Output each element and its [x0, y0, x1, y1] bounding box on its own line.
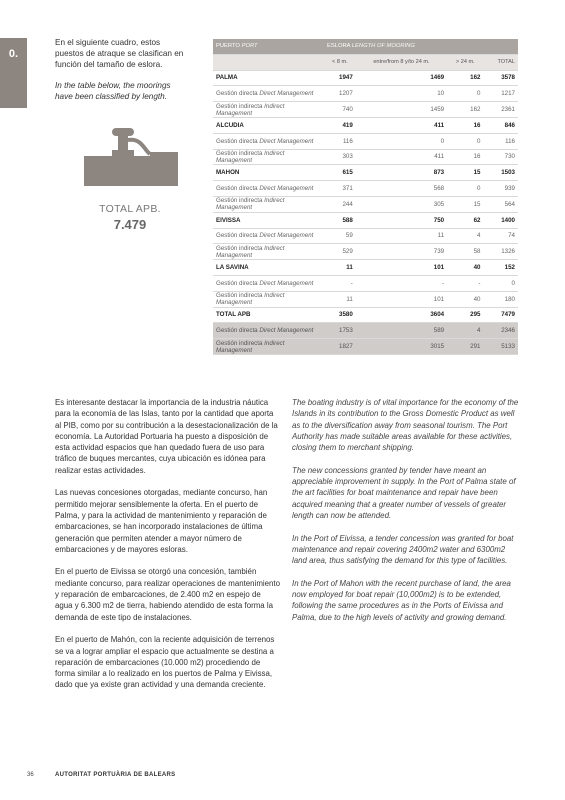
- row-label-es: Gestión indirecta: [216, 149, 263, 157]
- table-cell: 180: [483, 291, 518, 307]
- row-label-es: Gestión directa: [216, 327, 258, 335]
- table-cell: 162: [447, 102, 483, 118]
- table-cell: 74: [483, 228, 518, 244]
- paragraph: The boating industry is of vital importance for the economy of the Islands in its contribution to the Gross Domestic Product as well as to the diversification away from seasonal tourism. The Port Authority has made suitable areas available for these activities, closing them to merchant shipping.: [292, 398, 519, 453]
- table-cell: 750: [356, 212, 447, 228]
- table-cell: 1947: [324, 70, 356, 86]
- table-cell: 101: [356, 291, 447, 307]
- row-label-es: Gestión directa: [216, 90, 258, 98]
- table-cell: 589: [356, 323, 447, 339]
- table-row: [213, 228, 518, 244]
- table-row: [213, 181, 518, 197]
- table-row: [213, 212, 518, 228]
- header-col-total: TOTAL: [483, 54, 518, 70]
- table-cell: 16: [447, 149, 483, 165]
- table-row: [213, 244, 518, 260]
- row-label: [213, 181, 324, 197]
- table-cell: 11: [324, 260, 356, 276]
- row-label-es: Gestión indirecta: [216, 197, 263, 205]
- table-cell: 730: [483, 149, 518, 165]
- table-cell: 1753: [324, 323, 356, 339]
- table-cell: 3578: [483, 70, 518, 86]
- table-row: [213, 307, 518, 323]
- table-cell: 5133: [483, 339, 518, 355]
- table-cell: 873: [356, 165, 447, 181]
- row-label: [213, 339, 324, 355]
- table-cell: 62: [447, 212, 483, 228]
- row-label: [213, 196, 324, 212]
- chapter-number: 0.: [8, 48, 19, 60]
- row-label-en: Indirect Management: [216, 149, 285, 164]
- moorings-table: [213, 39, 518, 355]
- table-cell: 615: [324, 165, 356, 181]
- row-label-en: Direct Management: [259, 90, 314, 98]
- table-row: [213, 117, 518, 133]
- table-cell: 0: [356, 133, 447, 149]
- row-label: [213, 291, 324, 307]
- header-port: PUERTO PORT: [213, 39, 324, 54]
- table-cell: 116: [483, 133, 518, 149]
- table-cell: 7479: [483, 307, 518, 323]
- table-row: [213, 260, 518, 276]
- row-label: TOTAL APB: [213, 307, 324, 323]
- paragraph: En el puerto de Eivissa se otorgó una concesión, también mediante concurso, para realizar operaciones de mantenimiento y reparación de embarcaciones, de 2.400 m2 en espejo de agua y 6.300 m2 de tierra, habiendo atendido de esta forma la demanda de este tipo de instalaciones.: [55, 567, 281, 622]
- table-cell: 411: [356, 149, 447, 165]
- header-col-lt8: < 8 m.: [324, 54, 356, 70]
- table-cell: 0: [483, 275, 518, 291]
- total-apb-value: 7.479: [113, 217, 147, 232]
- row-label-es: Gestión indirecta: [216, 339, 263, 347]
- table-cell: 846: [483, 117, 518, 133]
- table-cell: 162: [447, 70, 483, 86]
- table-cell: 15: [447, 165, 483, 181]
- intro-en: In the table below, the moorings have been classified by length.: [55, 81, 171, 101]
- paragraph: In the Port of Eivissa, a tender concession was granted for boat maintenance and repair covering 2400m2 water and 6300m2 land area, thus satisfying the demand for this type of facilities.: [292, 533, 514, 566]
- table-cell: 295: [447, 307, 483, 323]
- table-cell: 740: [324, 102, 356, 118]
- table-row: [213, 275, 518, 291]
- intro-text: [55, 37, 190, 112]
- body-text-spanish: [55, 397, 280, 702]
- header-col-gt24: > 24 m.: [447, 54, 483, 70]
- row-label: ALCUDIA: [213, 117, 324, 133]
- row-label: [213, 228, 324, 244]
- table-cell: 4: [447, 323, 483, 339]
- table-cell: 11: [324, 291, 356, 307]
- table-row: [213, 133, 518, 149]
- table-cell: 0: [447, 133, 483, 149]
- paragraph: The new concessions granted by tender have meant an appreciable improvement in supply. In the Port of Palma state of the art facilities for boat maintenance and repair have been acquired meaning that a greater number of vessels of greater length can now be attended.: [292, 465, 516, 520]
- table-cell: 244: [324, 196, 356, 212]
- table-cell: 568: [356, 181, 447, 197]
- row-label-en: Indirect Management: [216, 197, 285, 212]
- table-cell: 1827: [324, 339, 356, 355]
- table-cell: 40: [447, 260, 483, 276]
- table-cell: 16: [447, 117, 483, 133]
- table-row: [213, 291, 518, 307]
- table-row: [213, 196, 518, 212]
- table-cell: 1503: [483, 165, 518, 181]
- row-label: [213, 102, 324, 118]
- table-row: [213, 102, 518, 118]
- table-cell: 59: [324, 228, 356, 244]
- mooring-bollard-icon: [84, 128, 180, 188]
- table-cell: 411: [356, 117, 447, 133]
- row-label: PALMA: [213, 70, 324, 86]
- row-label-es: Gestión directa: [216, 185, 258, 193]
- paragraph: In the Port of Mahon with the recent purchase of land, the area now employed for boat repair (10,000m2) is to be extended, following the same procedures as in the Ports of Eivissa and Palma, due to the high levels of activity and growing demand.: [292, 578, 511, 622]
- row-label: LA SAVINA: [213, 260, 324, 276]
- table-cell: 739: [356, 244, 447, 260]
- table-body: [213, 70, 518, 354]
- table-cell: 3580: [324, 307, 356, 323]
- table-cell: 1207: [324, 86, 356, 102]
- table-cell: 101: [356, 260, 447, 276]
- header-empty: [213, 54, 324, 70]
- row-label: [213, 149, 324, 165]
- body-text-english: [292, 397, 519, 634]
- table-cell: 1326: [483, 244, 518, 260]
- footer-organization: AUTORITAT PORTUÀRIA DE BALEARS: [55, 772, 176, 778]
- table-cell: 419: [324, 117, 356, 133]
- table-cell: 0: [447, 181, 483, 197]
- table-cell: 11: [356, 228, 447, 244]
- header-eslora: ESLORA LENGTH OF MOORING: [324, 39, 518, 54]
- row-label-en: Direct Management: [259, 232, 314, 240]
- row-label-es: Gestión indirecta: [216, 244, 263, 252]
- table-cell: 588: [324, 212, 356, 228]
- row-label-en: Indirect Management: [216, 339, 285, 354]
- row-label: EIVISSA: [213, 212, 324, 228]
- table-cell: 371: [324, 181, 356, 197]
- table-cell: 3604: [356, 307, 447, 323]
- table-cell: 2346: [483, 323, 518, 339]
- row-label-es: Gestión indirecta: [216, 292, 263, 300]
- row-label-en: Direct Management: [259, 137, 314, 145]
- table-header-row: [213, 39, 518, 54]
- row-label-en: Indirect Management: [216, 292, 285, 307]
- table-cell: 0: [447, 86, 483, 102]
- row-label-en: Direct Management: [259, 185, 314, 193]
- table-cell: 939: [483, 181, 518, 197]
- row-label: [213, 275, 324, 291]
- paragraph: Es interesante destacar la importancia de la industria náutica para la economía de las Islas, tanto por la cantidad que aporta al PIB, como por su contribución a la desestacionalización de la economía. La Autoridad Portuaria ha puesto a disposición de esta actividad espacios que han quedado fuera de uso para tráfico de buques mercantes, cuya ubicación es idónea para realizar estas actividades.: [55, 398, 278, 475]
- table-row: [213, 165, 518, 181]
- row-label: MAHON: [213, 165, 324, 181]
- table-cell: 1217: [483, 86, 518, 102]
- row-label: [213, 133, 324, 149]
- table-cell: -: [324, 275, 356, 291]
- row-label: [213, 244, 324, 260]
- table-row: [213, 323, 518, 339]
- table-cell: 3015: [356, 339, 447, 355]
- table-cell: 564: [483, 196, 518, 212]
- table-cell: 116: [324, 133, 356, 149]
- table-row: [213, 339, 518, 355]
- row-label-en: Direct Management: [259, 327, 314, 335]
- table-cell: 1459: [356, 102, 447, 118]
- row-label-es: Gestión directa: [216, 232, 258, 240]
- table-cell: 291: [447, 339, 483, 355]
- table-cell: 4: [447, 228, 483, 244]
- table-cell: 303: [324, 149, 356, 165]
- chapter-tab: [0, 38, 27, 108]
- table-cell: 58: [447, 244, 483, 260]
- row-label-en: Indirect Management: [216, 102, 285, 117]
- table-cell: -: [447, 275, 483, 291]
- paragraph: En el puerto de Mahón, con la reciente adquisición de terrenos se va a lograr ampliar el espacio que actualmente se destina a reparación de embarcaciones (10.000 m2) procediendo de forma similar a lo realizado en los puertos de Palma y Eivissa, dado que ya existe gran actividad y una demanda creciente.: [55, 635, 275, 690]
- header-col-8-24: entre/from 8 y/to 24 m.: [356, 54, 447, 70]
- total-apb-label: TOTAL APB.: [99, 203, 161, 215]
- table-cell: 2361: [483, 102, 518, 118]
- row-label-en: Direct Management: [259, 279, 314, 287]
- table-row: [213, 70, 518, 86]
- table-cell: 15: [447, 196, 483, 212]
- page-number: 36: [27, 772, 34, 778]
- intro-es: En el siguiente cuadro, estos puestos de atraque se clasifican en función del tamaño de eslora.: [55, 38, 184, 69]
- table-subheader-row: [213, 54, 518, 70]
- row-label-es: Gestión directa: [216, 137, 258, 145]
- table-row: [213, 86, 518, 102]
- row-label-en: Indirect Management: [216, 244, 285, 259]
- table-cell: 529: [324, 244, 356, 260]
- table-cell: 152: [483, 260, 518, 276]
- table-cell: 1400: [483, 212, 518, 228]
- row-label-es: Gestión directa: [216, 279, 258, 287]
- row-label: [213, 86, 324, 102]
- table-cell: 40: [447, 291, 483, 307]
- table-cell: -: [356, 275, 447, 291]
- table-cell: 10: [356, 86, 447, 102]
- row-label-es: Gestión indirecta: [216, 102, 263, 110]
- paragraph: Las nuevas concesiones otorgadas, mediante concurso, han permitido mejorar sensiblemente la oferta. En el puerto de Palma, y para la actividad de mantenimiento y reparación de embarcaciones, se han incorporado instalaciones de última generación que permiten atender a mayor número de embarcaciones y de mayores esloras.: [55, 488, 268, 554]
- row-label: [213, 323, 324, 339]
- table-row: [213, 149, 518, 165]
- table-cell: 305: [356, 196, 447, 212]
- table-cell: 1469: [356, 70, 447, 86]
